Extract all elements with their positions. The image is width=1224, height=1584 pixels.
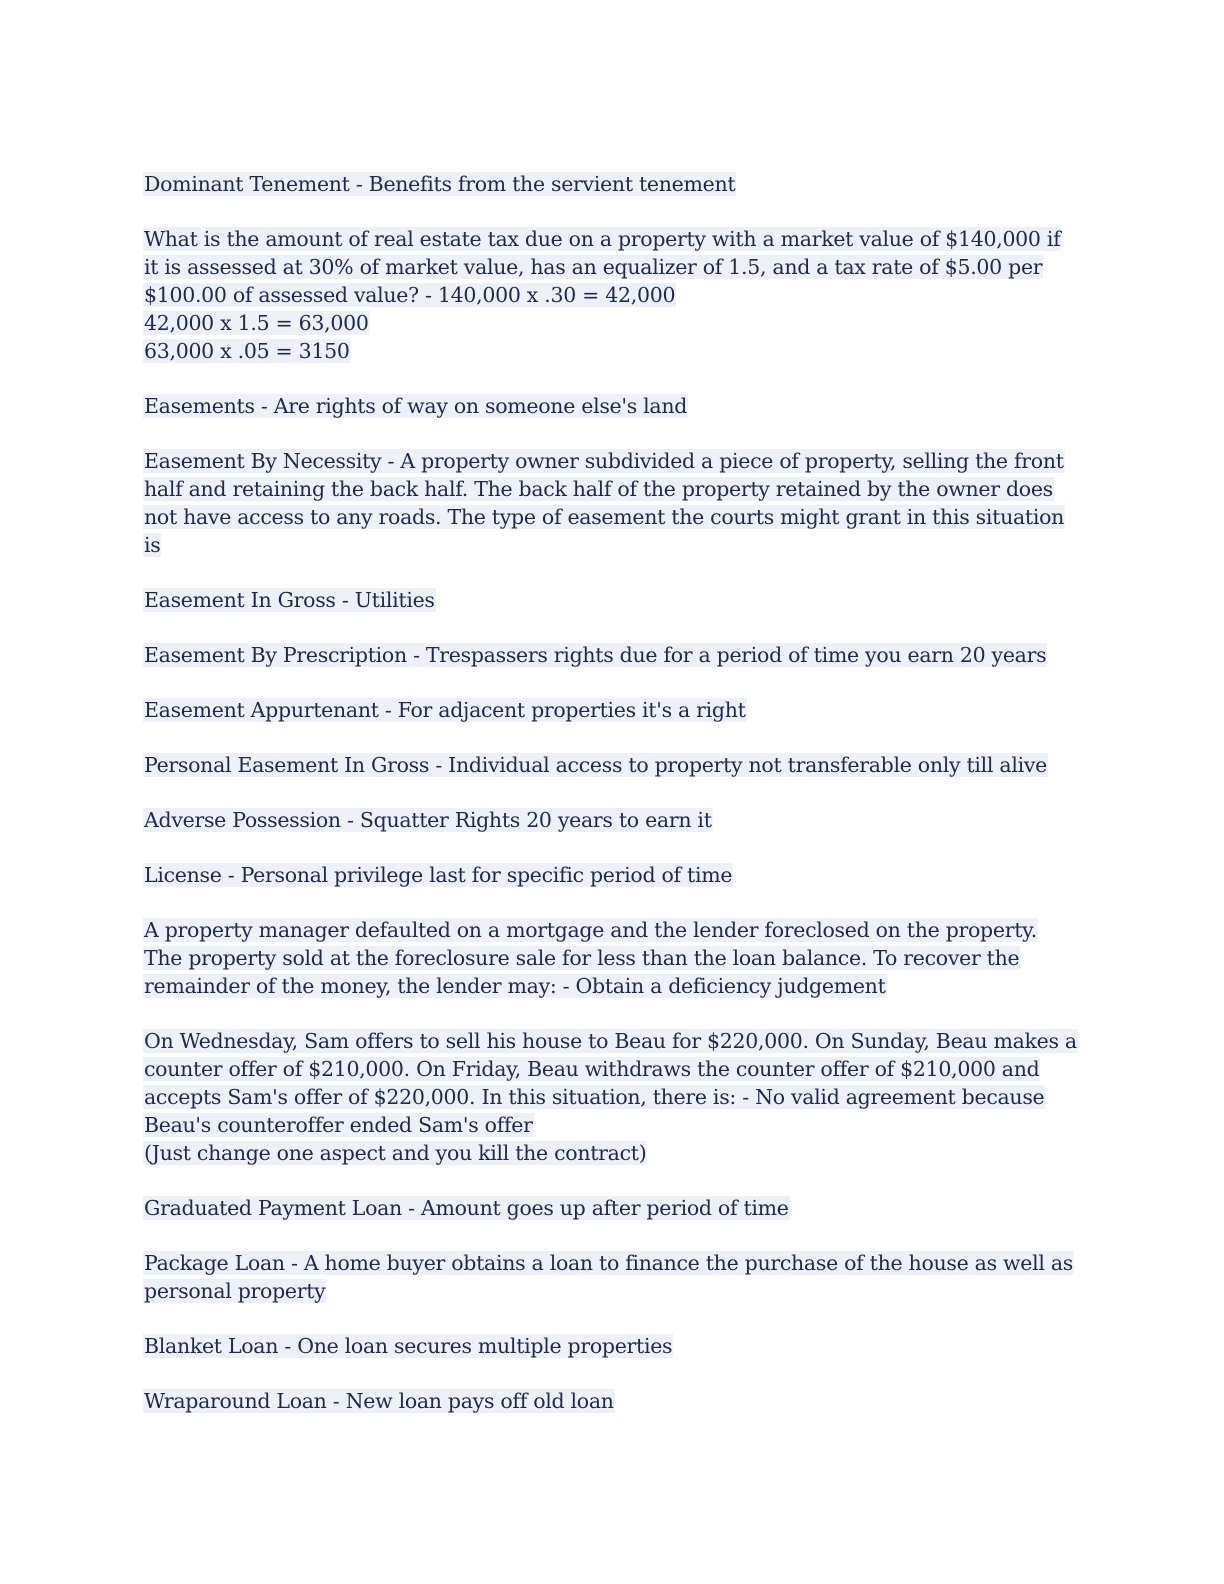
entry-easement-in-gross [143,586,1083,614]
entry-dominant-tenement [143,170,1083,198]
entry-line-text: personal property [144,1279,326,1303]
entry-real-estate-tax [143,225,1083,365]
entry-line [143,944,1083,972]
entry-line [143,1249,1083,1277]
entry-line-text: Easement Appurtenant - For adjacent properties it's a right [144,698,746,722]
entry-line [143,1111,1083,1139]
entry-line-text: counter offer of $210,000. On Friday, Beau withdraws the counter offer of $210,000 and [144,1057,1040,1081]
entry-line-text: Package Loan - A home buyer obtains a loan to finance the purchase of the house as well as [144,1251,1073,1275]
entry-easement-by-necessity [143,447,1083,559]
entry-line-text: Dominant Tenement - Benefits from the servient tenement [144,172,736,196]
entry-line [143,1277,1083,1305]
entry-easement-by-prescription [143,641,1083,669]
entry-counteroffer [143,1027,1083,1167]
entry-line [143,309,1083,337]
entry-line-text: Easement By Prescription - Trespassers rights due for a period of time you earn 20 years [144,643,1047,667]
entry-line [143,1194,1083,1222]
entry-line [143,751,1083,779]
entry-line-text: is [144,533,161,557]
entry-deficiency-judgement [143,916,1083,1000]
entry-line-text: 42,000 x 1.5 = 63,000 [144,311,369,335]
entry-line [143,281,1083,309]
entry-line-text: accepts Sam's offer of $220,000. In this situation, there is: - No valid agreement because [144,1085,1045,1109]
entry-line [143,916,1083,944]
entry-line [143,696,1083,724]
entry-graduated-payment-loan [143,1194,1083,1222]
entry-line [143,1387,1083,1415]
entry-line-text: Easement In Gross - Utilities [144,588,435,612]
entry-line [143,1027,1083,1055]
entry-line [143,861,1083,889]
entry-line [143,475,1083,503]
entry-line [143,503,1083,531]
entry-line-text: License - Personal privilege last for specific period of time [144,863,733,887]
entry-line-text: Adverse Possession - Squatter Rights 20 years to earn it [144,808,712,832]
entry-line-text: A property manager defaulted on a mortgage and the lender foreclosed on the property. [144,918,1037,942]
entry-line [143,1332,1083,1360]
entry-line-text: Personal Easement In Gross - Individual access to property not transferable only till alive [144,753,1047,777]
entry-line [143,253,1083,281]
entry-line-text: Easements - Are rights of way on someone else's land [144,394,688,418]
entry-line-text: Blanket Loan - One loan secures multiple properties [144,1334,673,1358]
entry-line-text: $100.00 of assessed value? - 140,000 x .30 = 42,000 [144,283,676,307]
entry-line [143,586,1083,614]
entry-line [143,447,1083,475]
entry-wraparound-loan [143,1387,1083,1415]
entry-line-text: 63,000 x .05 = 3150 [144,339,350,363]
entry-line-text: half and retaining the back half. The back half of the property retained by the owner does [144,477,1053,501]
entry-line [143,225,1083,253]
entry-line [143,170,1083,198]
entry-blanket-loan [143,1332,1083,1360]
entry-personal-easement-in-gross [143,751,1083,779]
entry-license [143,861,1083,889]
entry-line-text: Easement By Necessity - A property owner subdivided a piece of property, selling the front [144,449,1064,473]
entry-adverse-possession [143,806,1083,834]
entry-line-text: remainder of the money, the lender may: - Obtain a deficiency judgement [144,974,886,998]
entry-line-text: not have access to any roads. The type of easement the courts might grant in this situation [144,505,1065,529]
entry-line-text: Wraparound Loan - New loan pays off old loan [144,1389,614,1413]
document-page [143,170,1083,1442]
entry-line [143,806,1083,834]
entry-line [143,972,1083,1000]
entry-easement-appurtenant [143,696,1083,724]
entry-line [143,1055,1083,1083]
entry-line-text: it is assessed at 30% of market value, has an equalizer of 1.5, and a tax rate of $5.00 per [144,255,1043,279]
entry-line-text: The property sold at the foreclosure sale for less than the loan balance. To recover the [144,946,1020,970]
entry-line [143,1139,1083,1167]
entry-easements [143,392,1083,420]
entry-line [143,641,1083,669]
entry-line-text: On Wednesday, Sam offers to sell his house to Beau for $220,000. On Sunday, Beau makes a [144,1029,1077,1053]
entry-line-text: Beau's counteroffer ended Sam's offer [144,1113,533,1137]
entry-line-text: Graduated Payment Loan - Amount goes up after period of time [144,1196,789,1220]
entry-line-text: (Just change one aspect and you kill the contract) [144,1141,647,1165]
entry-line [143,1083,1083,1111]
entry-line [143,531,1083,559]
entry-line-text: What is the amount of real estate tax due on a property with a market value of $140,000 if [144,227,1061,251]
entry-line [143,392,1083,420]
entry-package-loan [143,1249,1083,1305]
entry-line [143,337,1083,365]
